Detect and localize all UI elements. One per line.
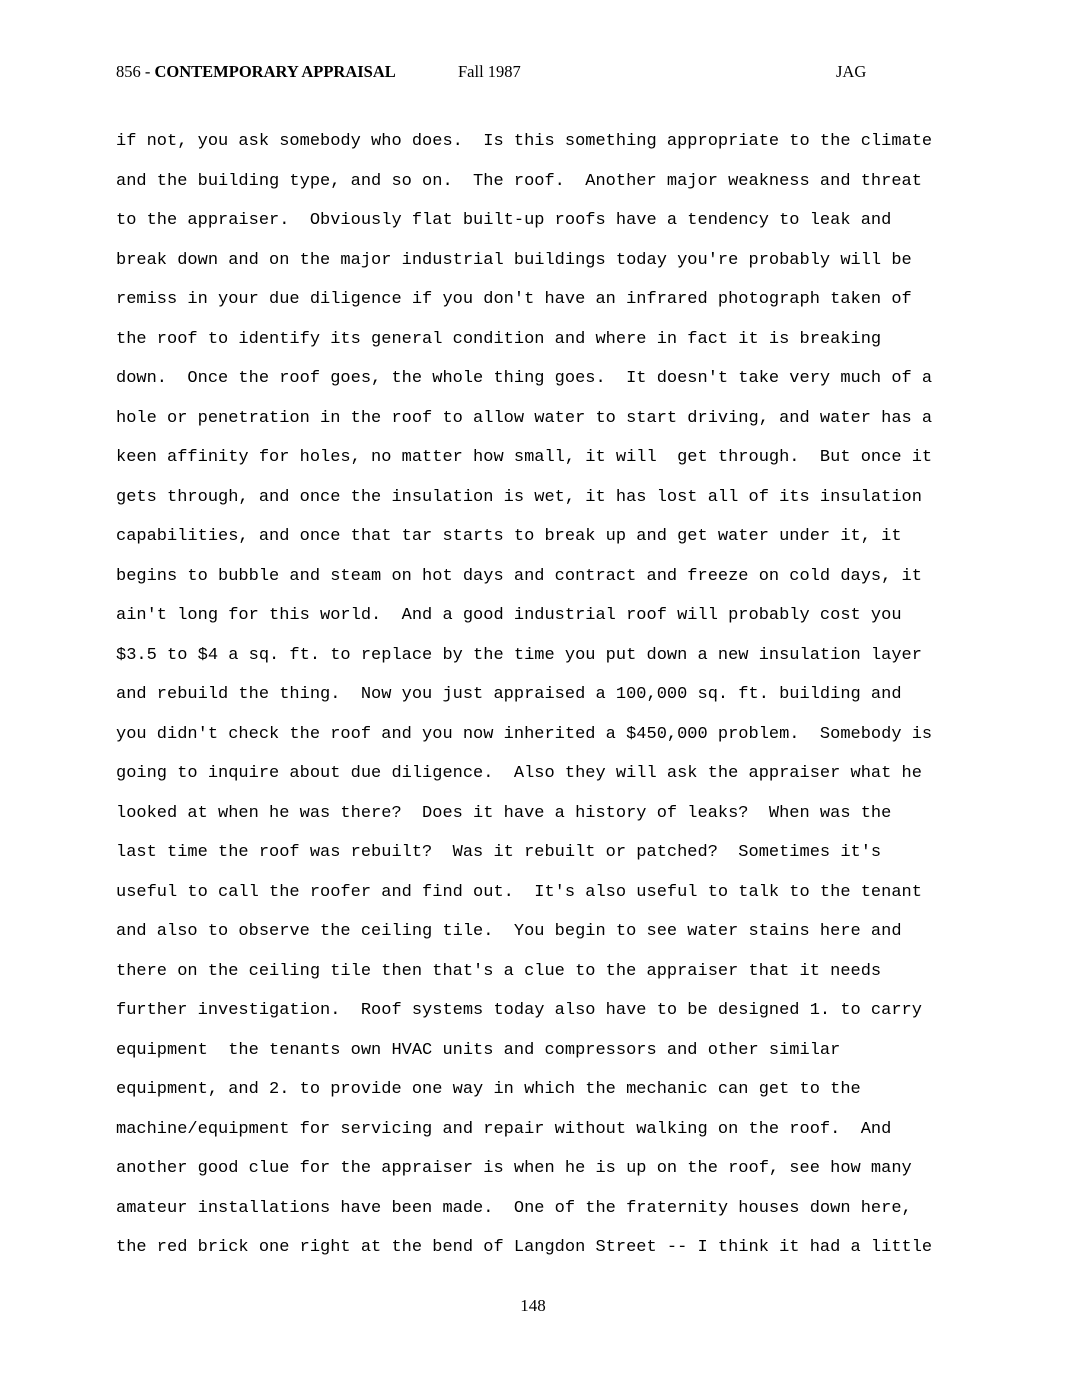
transcript-body: [116, 122, 966, 1268]
text-line: amateur installations have been made. One of the fraternity houses down here,: [116, 1198, 912, 1218]
course-number: 856 -: [116, 62, 155, 81]
text-line: and the building type, and so on. The roof. Another major weakness and threat: [116, 171, 922, 191]
text-line: and rebuild the thing. Now you just appraised a 100,000 sq. ft. building and: [116, 685, 902, 704]
text-line: last time the roof was rebuilt? Was it rebuilt or patched? Sometimes it's: [116, 843, 882, 862]
term: Fall 1987: [458, 62, 521, 81]
text-line: useful to call the roofer and find out. It's also useful to talk to the tenant: [116, 882, 922, 902]
text-line: there on the ceiling tile then that's a clue to the appraiser that it needs: [116, 961, 882, 981]
text-line: keen affinity for holes, no matter how small, it will get through. But once it: [116, 448, 933, 467]
text-line: another good clue for the appraiser is when he is up on the roof, see how many: [116, 1159, 912, 1178]
text-line: the red brick one right at the bend of Langdon Street -- I think it had a little: [116, 1238, 933, 1257]
text-line: the roof to identify its general condition and where in fact it is breaking: [116, 329, 882, 349]
text-line: ain't long for this world. And a good industrial roof will probably cost you: [116, 606, 902, 625]
text-line: hole or penetration in the roof to allow water to start driving, and water has a: [116, 408, 933, 428]
text-line: machine/equipment for servicing and repair without walking on the roof. And: [116, 1119, 892, 1139]
text-line: further investigation. Roof systems today also have to be designed 1. to carry: [116, 1001, 922, 1020]
text-line: equipment, and 2. to provide one way in which the mechanic can get to the: [116, 1080, 861, 1099]
text-line: you didn't check the roof and you now inherited a $450,000 problem. Somebody is: [116, 724, 933, 744]
text-line: gets through, and once the insulation is wet, it has lost all of its insulation: [116, 487, 922, 507]
text-line: capabilities, and once that tar starts to break up and get water under it, it: [116, 527, 902, 546]
text-line: break down and on the major industrial buildings today you're probably will be: [116, 250, 912, 270]
text-line: going to inquire about due diligence. Also they will ask the appraiser what he: [116, 764, 922, 783]
text-line: down. Once the roof goes, the whole thing goes. It doesn't take very much of a: [116, 369, 933, 388]
text-line: $3.5 to $4 a sq. ft. to replace by the time you put down a new insulation layer: [116, 645, 922, 665]
text-line: looked at when he was there? Does it have a history of leaks? When was the: [116, 803, 892, 823]
text-line: begins to bubble and steam on hot days and contract and freeze on cold days, it: [116, 566, 922, 586]
text-line: equipment the tenants own HVAC units and compressors and other similar: [116, 1040, 841, 1060]
page-number: 148: [520, 1296, 546, 1315]
course-title: CONTEMPORARY APPRAISAL: [154, 62, 396, 81]
author-initials: JAG: [836, 62, 867, 81]
text-line: and also to observe the ceiling tile. You begin to see water stains here and: [116, 922, 902, 941]
text-line: to the appraiser. Obviously flat built-up roofs have a tendency to leak and: [116, 211, 892, 230]
page-header: [116, 62, 956, 86]
text-line: remiss in your due diligence if you don't have an infrared photograph taken of: [116, 290, 912, 309]
text-line: if not, you ask somebody who does. Is this something appropriate to the climate: [116, 132, 933, 151]
course-heading: [116, 62, 396, 82]
